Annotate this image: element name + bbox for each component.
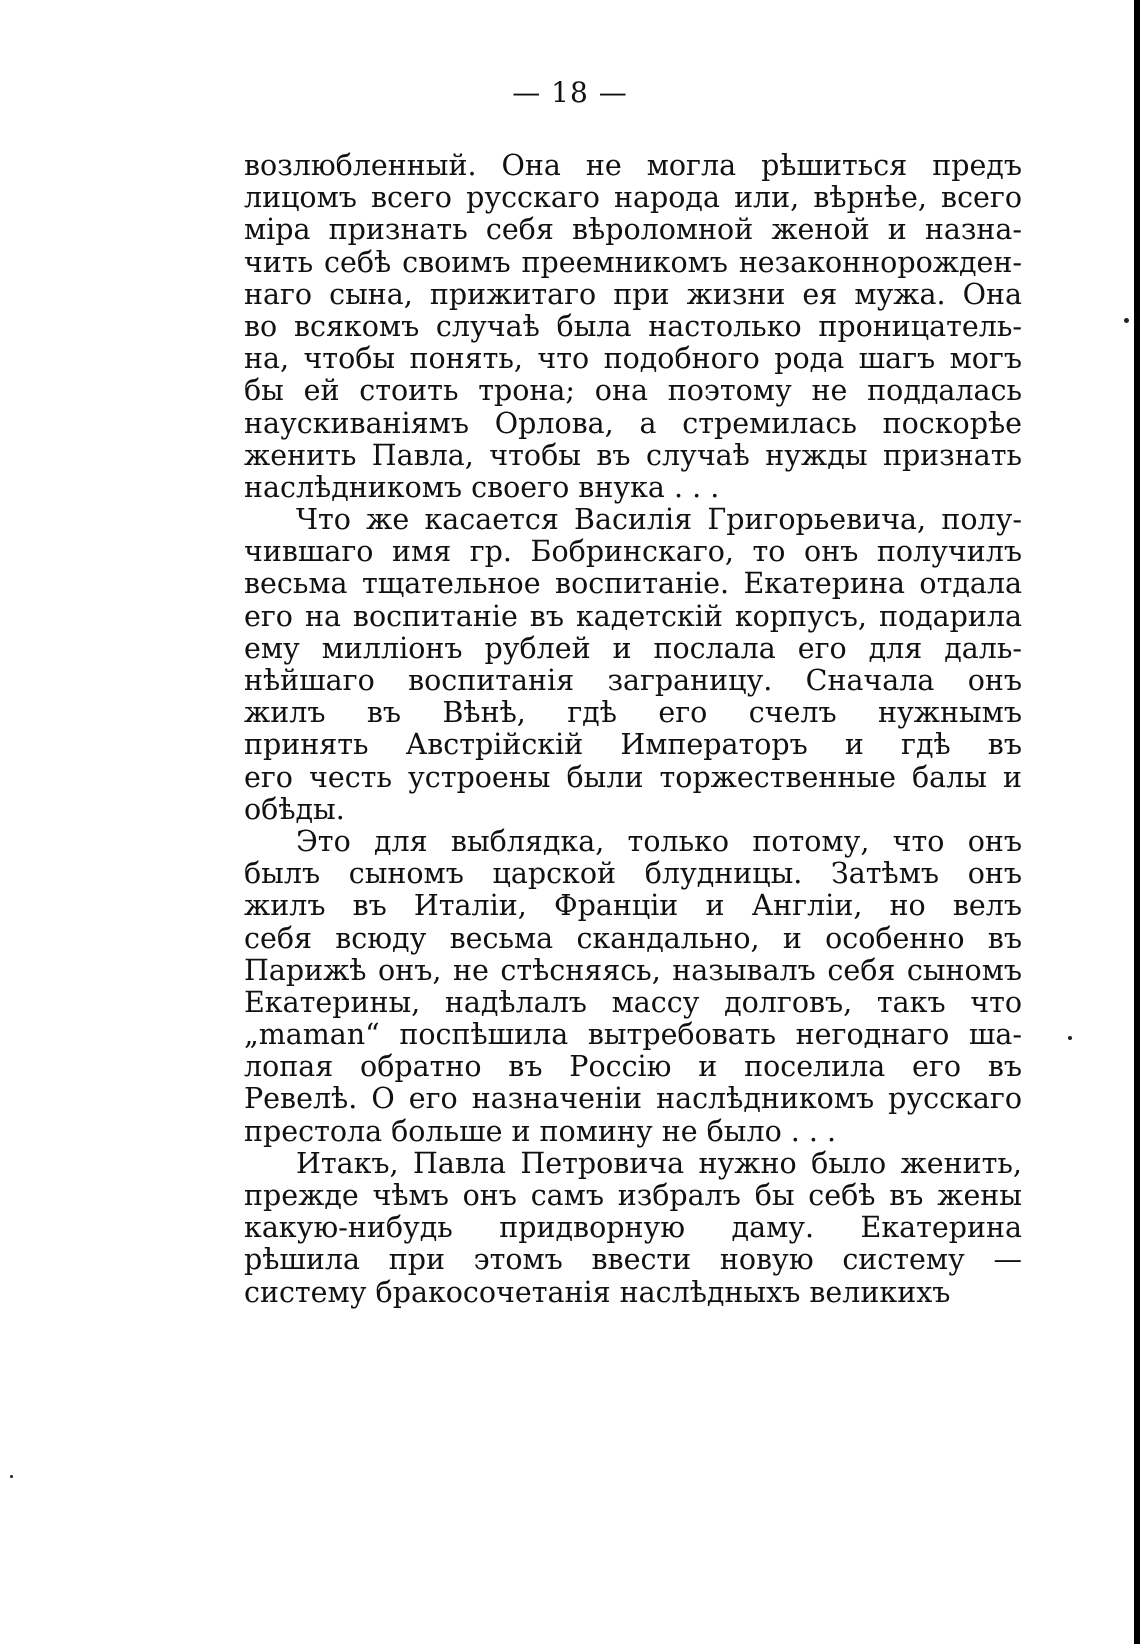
text-line: Екатерины, надѣлалъ массу долговъ, такъ что [244, 985, 1022, 1019]
body-text [244, 150, 1022, 1309]
text-line: жилъ въ Италіи, Франціи и Англіи, но велъ [244, 889, 1022, 923]
text-line: бы ей стоить трона; она поэтому не поддалась [244, 374, 1022, 408]
text-line: рѣшила при этомъ ввести новую систему — [244, 1243, 1022, 1277]
text-line: наускиваніямъ Орлова, а стремилась поскорѣе [244, 406, 1022, 440]
scan-speck [10, 1475, 13, 1478]
text-line: лицомъ всего русскаго народа или, вѣрнѣе, всего [244, 181, 1022, 215]
text-line: возлюбленный. Она не могла рѣшиться предъ [244, 149, 1022, 182]
text-line: міра признать себя вѣроломной женой и назна- [244, 213, 1022, 247]
text-line: нѣйшаго воспитанія заграницу. Сначала онъ [244, 664, 1022, 697]
paragraph [244, 150, 1022, 504]
text-line: обѣды. [244, 792, 345, 826]
text-line: ему милліонъ рублей и послала его для даль- [244, 631, 1022, 665]
text-line: женить Павла, чтобы въ случаѣ нужды признать [244, 438, 1022, 472]
text-line: принять Австрійскій Императоръ и гдѣ въ [244, 728, 1022, 762]
text-line: Это для выблядка, только потому, что онъ [296, 824, 1022, 858]
text-line: какую-нибудь придворную даму. Екатерина [244, 1211, 1022, 1245]
text-line: чить себѣ своимъ преемникомъ незаконнорожден- [244, 245, 1022, 279]
text-line: наго сына, прижитаго при жизни ея мужа. Она [244, 277, 1022, 311]
scan-edge [1134, 0, 1140, 1644]
text-line: систему бракосочетанія наслѣдныхъ великихъ [244, 1275, 951, 1309]
text-line: на, чтобы понять, что подобного рода шагъ могъ [244, 342, 1022, 376]
scan-speck [1068, 1036, 1072, 1040]
text-line: Что же касается Василія Григорьевича, полу- [296, 503, 1022, 537]
text-line: престола больше и помину не было . . . [244, 1114, 837, 1148]
text-line: его на воспитаніе въ кадетскій корпусъ, подарила [244, 599, 1022, 633]
page-number: — 18 — [512, 76, 628, 109]
paragraph [244, 826, 1022, 1148]
text-line: прежде чѣмъ онъ самъ избралъ бы себѣ въ жены [244, 1179, 1022, 1212]
text-line: себя всюду весьма скандально, и особенно въ [244, 921, 1022, 955]
paragraph [244, 504, 1022, 826]
text-line: чившаго имя гр. Бобринскаго, то онъ получилъ [244, 535, 1022, 569]
text-line: Парижѣ онъ, не стѣсняясь, называлъ себя сыномъ [244, 953, 1022, 987]
text-line: во всякомъ случаѣ была настолько проницатель- [244, 309, 1022, 343]
text-line: его честь устроены были торжественные балы и [244, 760, 1022, 794]
text-line: Итакъ, Павла Петровича нужно было женить, [296, 1146, 1022, 1180]
text-line: „maman“ поспѣшила вытребовать негоднаго ша- [244, 1018, 1022, 1052]
paragraph [244, 1148, 1022, 1309]
text-line: весьма тщательное воспитаніе. Екатерина отдала [244, 567, 1022, 601]
text-line: жилъ въ Вѣнѣ, гдѣ его счелъ нужнымъ [244, 696, 1022, 730]
text-line: былъ сыномъ царской блудницы. Затѣмъ онъ [244, 857, 1022, 891]
text-line: лопая обратно въ Россію и поселила его въ [244, 1050, 1022, 1084]
text-line: Ревелѣ. О его назначеніи наслѣдникомъ русскаго [244, 1082, 1022, 1116]
scan-speck [1124, 318, 1129, 323]
text-line: наслѣдникомъ своего внука . . . [244, 470, 720, 504]
